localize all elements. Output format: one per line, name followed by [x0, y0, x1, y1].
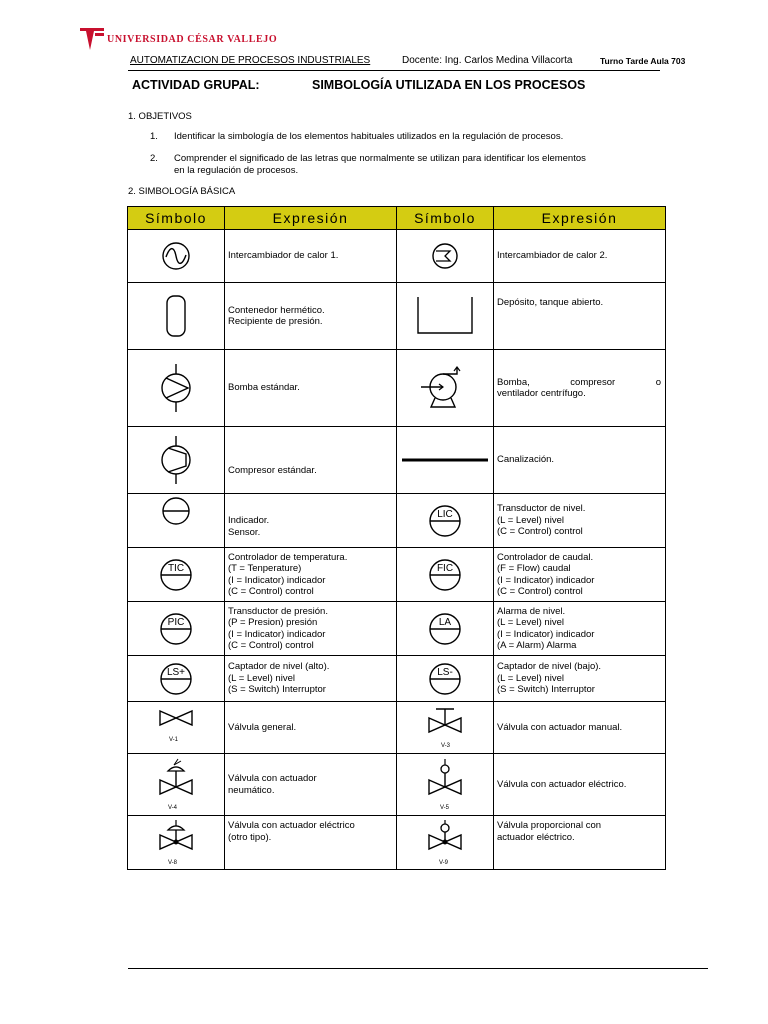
expression-line: Bomba estándar.	[228, 382, 300, 394]
teacher-name: Docente: Ing. Carlos Medina Villacorta	[402, 55, 573, 66]
expression-line: (C = Control) control	[497, 586, 583, 597]
valve-code: V-1	[169, 736, 179, 743]
symbol-cell	[128, 230, 225, 283]
standard-compressor-icon	[154, 432, 198, 488]
symbol-cell	[397, 548, 494, 602]
expression-cell	[494, 427, 666, 494]
table-row	[128, 283, 666, 350]
symbol-cell	[397, 350, 494, 427]
instrument-la-icon	[425, 609, 465, 649]
pressure-vessel-icon	[156, 291, 196, 341]
heat-exchanger-2-icon	[425, 236, 465, 276]
expression-line: (I = Indicator) indicador	[228, 628, 326, 640]
symbol-cell	[128, 427, 225, 494]
symbol-cell	[128, 656, 225, 702]
instrument-ls-low-icon	[425, 659, 465, 699]
table-row	[128, 427, 666, 494]
symbol-cell	[128, 602, 225, 656]
symbol-cell	[128, 548, 225, 602]
expression-cell	[225, 494, 397, 548]
expression-line: actuador eléctrico.	[497, 831, 575, 843]
expression-line: Transductor de nivel.	[497, 503, 586, 515]
valve-manual-icon	[423, 705, 467, 751]
instrument-tag: FIC	[436, 562, 454, 574]
instrument-tag: LA	[438, 616, 452, 628]
expression-line: Válvula general.	[228, 721, 297, 733]
course-name: AUTOMATIZACION DE PROCESOS INDUSTRIALES	[130, 55, 371, 66]
expression-cell	[494, 816, 666, 870]
symbol-cell	[128, 283, 225, 350]
valve-proportional-icon	[423, 818, 467, 868]
indicator-icon	[156, 494, 196, 528]
expression-cell	[494, 230, 666, 283]
centrifugal-pump-icon	[417, 363, 473, 413]
instrument-tag: LS-	[437, 666, 453, 678]
expression-line	[497, 377, 661, 389]
valve-electric-icon	[423, 757, 467, 813]
expression-line: Sensor.	[228, 526, 261, 538]
table-row	[128, 754, 666, 816]
expression-line: (S = Switch) Interruptor	[497, 684, 595, 696]
expression-cell	[494, 602, 666, 656]
expression-line: (L = Level) nivel	[497, 617, 564, 628]
expression-line: Válvula con actuador	[228, 773, 317, 784]
expression-cell	[225, 230, 397, 283]
expression-cell	[494, 754, 666, 816]
objective-text	[174, 153, 654, 177]
valve-code: V-9	[439, 859, 449, 866]
symbol-cell	[397, 816, 494, 870]
expression-word: Bomba,	[497, 376, 530, 388]
symbol-cell	[397, 283, 494, 350]
symbol-cell	[128, 754, 225, 816]
header-divider	[128, 70, 660, 71]
expression-cell	[494, 494, 666, 548]
expression-line: neumático.	[228, 784, 275, 796]
valve-code: V-4	[168, 804, 178, 811]
expression-line: (F = Flow) caudal	[497, 563, 571, 574]
expression-line: (C = Control) control	[228, 586, 314, 597]
objective-number: 1.	[150, 131, 158, 142]
expression-line: (P = Presion) presión	[228, 617, 318, 628]
table-header-row	[128, 207, 666, 230]
symbol-cell	[128, 494, 225, 548]
expression-line: Captador de nivel (alto).	[228, 661, 330, 673]
expression-cell	[225, 602, 397, 656]
symbol-cell	[397, 230, 494, 283]
expression-line: Captador de nivel (bajo).	[497, 661, 602, 673]
symbol-cell	[128, 702, 225, 754]
section-symbology-title: 2. SIMBOLOGÍA BÁSICA	[128, 186, 236, 197]
table-row	[128, 350, 666, 427]
instrument-tag: PIC	[167, 616, 185, 628]
objective-text: Identificar la simbología de los elementos habituales utilizados en la regulación de procesos.	[174, 131, 564, 142]
expression-cell	[225, 283, 397, 350]
table-row	[128, 656, 666, 702]
symbol-cell	[128, 350, 225, 427]
instrument-tag: LIC	[437, 508, 453, 520]
instrument-lic-icon	[425, 501, 465, 541]
expression-line: (C = Control) control	[497, 526, 583, 538]
expression-line: Intercambiador de calor 2.	[497, 250, 608, 262]
valve-general-icon	[154, 705, 198, 751]
expression-line: (L = Level) nivel	[228, 672, 295, 684]
expression-line: (S = Switch) Interruptor	[228, 684, 326, 696]
table-row	[128, 816, 666, 870]
symbol-cell	[397, 602, 494, 656]
expression-line: (A = Alarm) Alarma	[497, 640, 577, 651]
expression-line: Transductor de presión.	[228, 605, 328, 617]
column-header: Símbolo	[397, 207, 494, 230]
objective-number: 2.	[150, 153, 158, 164]
expression-cell	[225, 816, 397, 870]
open-tank-icon	[410, 291, 480, 341]
symbol-cell	[397, 754, 494, 816]
expression-line: Válvula proporcional con	[497, 820, 602, 831]
expression-cell	[494, 548, 666, 602]
valve-electric-other-icon	[154, 818, 198, 868]
table-row	[128, 548, 666, 602]
symbology-table	[127, 206, 666, 870]
expression-line: Canalización.	[497, 454, 555, 466]
symbol-cell	[128, 816, 225, 870]
shift-info: Turno Tarde Aula 703	[600, 56, 686, 66]
table-row	[128, 602, 666, 656]
column-header: Expresión	[225, 207, 397, 230]
expression-line: Recipiente de presión.	[228, 316, 323, 327]
instrument-ls-high-icon	[156, 659, 196, 699]
expression-line: Válvula con actuador eléctrico	[228, 820, 355, 831]
instrument-tic-icon	[156, 555, 196, 595]
table-row	[128, 494, 666, 548]
expression-cell	[225, 656, 397, 702]
expression-line: (C = Control) control	[228, 640, 314, 651]
expression-line: Controlador de temperatura.	[228, 551, 348, 563]
expression-line: Válvula con actuador eléctrico.	[497, 778, 627, 790]
instrument-tag: TIC	[167, 562, 185, 574]
objective-text-line: en la regulación de procesos.	[174, 165, 299, 176]
section-objectives-title: 1. OBJETIVOS	[128, 111, 192, 122]
column-header: Símbolo	[128, 207, 225, 230]
symbol-cell	[397, 427, 494, 494]
expression-line: (I = Indicator) indicador	[228, 574, 326, 586]
expression-cell	[225, 548, 397, 602]
expression-word: compresor	[570, 376, 616, 388]
expression-line: (L = Level) nivel	[497, 672, 564, 684]
university-name: UNIVERSIDAD CÉSAR VALLEJO	[107, 33, 278, 45]
instrument-tag: LS+	[166, 666, 186, 678]
standard-pump-icon	[154, 360, 198, 416]
valve-pneumatic-icon	[154, 757, 198, 813]
valve-code: V-5	[440, 804, 450, 811]
activity-title: SIMBOLOGÍA UTILIZADA EN LOS PROCESOS	[312, 78, 586, 92]
expression-line: Indicador.	[228, 515, 270, 526]
expression-line: Compresor estándar.	[228, 465, 317, 477]
footer-divider	[128, 968, 708, 969]
symbol-cell	[397, 702, 494, 754]
table-row	[128, 702, 666, 754]
instrument-pic-icon	[156, 609, 196, 649]
table-row	[128, 230, 666, 283]
expression-line: Contenedor hermético.	[228, 304, 325, 316]
expression-cell	[225, 427, 397, 494]
expression-line: (otro tipo).	[228, 831, 272, 843]
expression-cell	[225, 754, 397, 816]
expression-line: Alarma de nivel.	[497, 605, 566, 617]
expression-line: Controlador de caudal.	[497, 551, 594, 563]
symbol-cell	[397, 494, 494, 548]
expression-word: o	[655, 376, 661, 388]
expression-line: Depósito, tanque abierto.	[497, 297, 604, 308]
expression-line: (I = Indicator) indicador	[497, 628, 595, 640]
heat-exchanger-1-icon	[156, 236, 196, 276]
pipeline-icon	[400, 450, 490, 470]
expression-cell	[494, 656, 666, 702]
expression-line: (I = Indicator) indicador	[497, 574, 595, 586]
valve-code: V-8	[168, 859, 178, 866]
expression-line: ventilador centrífugo.	[497, 388, 586, 399]
objective-text-line: Comprender el significado de las letras que normalmente se utilizan para identificar los elementos	[174, 153, 586, 164]
expression-line: (T = Tenperature)	[228, 563, 302, 574]
expression-cell	[225, 702, 397, 754]
expression-line: (L = Level) nivel	[497, 514, 564, 526]
activity-label: ACTIVIDAD GRUPAL:	[132, 78, 260, 92]
university-logo	[80, 28, 277, 50]
symbol-cell	[397, 656, 494, 702]
column-header: Expresión	[494, 207, 666, 230]
instrument-fic-icon	[425, 555, 465, 595]
expression-cell	[494, 283, 666, 350]
expression-line: Intercambiador de calor 1.	[228, 250, 339, 262]
expression-cell	[494, 702, 666, 754]
expression-cell	[225, 350, 397, 427]
valve-code: V-3	[441, 742, 451, 749]
expression-cell	[494, 350, 666, 427]
expression-line: Válvula con actuador manual.	[497, 721, 623, 733]
shield-logo-icon	[80, 28, 104, 50]
